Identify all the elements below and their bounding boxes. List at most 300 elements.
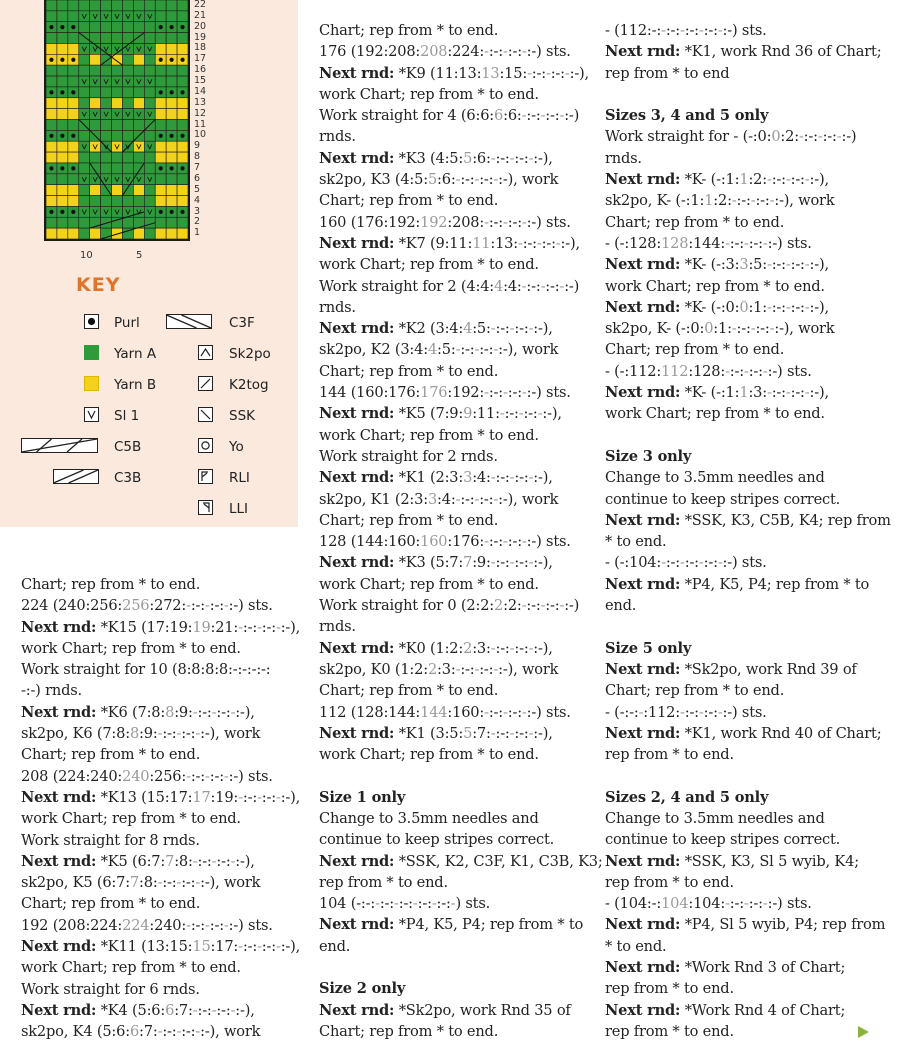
chart-cell [46, 11, 57, 22]
key-label-sl1: Sl 1 [114, 408, 140, 424]
chart-cell [57, 11, 68, 22]
chart-cell [122, 98, 133, 109]
chart-purl-dot [180, 166, 184, 170]
instructions-column-3 [605, 20, 891, 1042]
chart-cell [133, 120, 144, 131]
instruction-line: work Chart; rep from * to end. [21, 810, 241, 828]
instruction-line: Next rnd: *K1, work Rnd 40 of Chart; [605, 724, 882, 742]
chart-cell [155, 196, 166, 207]
chart-cell [112, 0, 123, 11]
chart-purl-dot [170, 90, 174, 94]
chart-cell [133, 0, 144, 11]
chart-purl-dot [180, 210, 184, 214]
chart-cell [122, 174, 133, 185]
instruction-line: work Chart; rep from * to end. [605, 405, 825, 423]
paragraph-gap [605, 616, 891, 637]
instruction-line: * to end. [605, 937, 667, 955]
chart-cell [79, 65, 90, 76]
chart-cell [101, 196, 112, 207]
chart-purl-dot [60, 166, 64, 170]
instruction-line: Chart; rep from * to end. [319, 22, 499, 39]
chart-purl-dot [180, 25, 184, 29]
chart-cell [133, 87, 144, 98]
instruction-line: Sizes 2, 4 and 5 only [605, 788, 769, 806]
chart-cell [112, 206, 123, 217]
instruction-line: - (-:104:-:-:-:-:-:-:-:-) sts. [605, 554, 767, 572]
chart-cell [68, 185, 79, 196]
chart-cell [133, 11, 144, 22]
chart-cell [46, 196, 57, 207]
chart-cell [177, 76, 188, 87]
chart-cell [144, 109, 155, 120]
chart-row-number: 5 [194, 183, 201, 195]
chart-cell [144, 185, 155, 196]
chart-purl-dot [180, 134, 184, 138]
chart-cell [46, 43, 57, 54]
instruction-line: 160 (176:192:192:208:-:-:-:-:-:-) sts. [319, 213, 571, 231]
right-slash-icon [198, 376, 213, 391]
chart-cell [133, 152, 144, 163]
instruction-line: Work straight for - (-:0:0:2:-:-:-:-:-:-) [605, 128, 857, 146]
instruction-line: sk2po, K4 (5:6:6:7:-:-:-:-:-:-), work [21, 1023, 261, 1041]
chart-cell [79, 98, 90, 109]
chart-cell [112, 65, 123, 76]
chart-cell [122, 152, 133, 163]
chart-cell [90, 11, 101, 22]
instruction-line: Next rnd: *K- (-:3:3:5:-:-:-:-:-:-), [605, 256, 829, 274]
chart-cell [133, 76, 144, 87]
chart-cell [166, 196, 177, 207]
instruction-line: Chart; rep from * to end. [319, 511, 499, 529]
chart-cell [79, 76, 90, 87]
instruction-line: Next rnd: *SSK, K3, Sl 5 wyib, K4; [605, 852, 859, 870]
instruction-line: 144 (160:176:176:192:-:-:-:-:-:-) sts. [319, 384, 571, 402]
chart-cell [155, 43, 166, 54]
chart-cell [101, 0, 112, 11]
lli-icon [198, 500, 213, 515]
instruction-line: continue to keep stripes correct. [605, 831, 841, 849]
chart-purl-dot [60, 90, 64, 94]
instruction-line: Chart; rep from * to end. [605, 213, 785, 231]
instruction-line: - (112:-:-:-:-:-:-:-:-:-) sts. [605, 22, 767, 39]
instruction-line: Chart; rep from * to end. [21, 576, 201, 593]
instruction-line: 224 (240:256:256:272:-:-:-:-:-:-) sts. [21, 597, 273, 615]
chart-cell [133, 109, 144, 120]
chart-cell [155, 0, 166, 11]
chart-purl-dot [71, 58, 75, 62]
chart-grid [44, 0, 190, 241]
chart-cell [144, 206, 155, 217]
key-label-c3b: C3B [114, 470, 142, 486]
chart-cell [166, 98, 177, 109]
instruction-line: work Chart; rep from * to end. [21, 639, 241, 657]
chart-cell [112, 196, 123, 207]
chart-cell [57, 152, 68, 163]
chart-cell [79, 163, 90, 174]
chart-cell [177, 217, 188, 228]
instruction-line: - (-:128:128:144:-:-:-:-:-:-) sts. [605, 234, 812, 252]
instruction-line: Work straight for 2 (4:4:4:4:-:-:-:-:-:-) [319, 277, 580, 295]
circle-icon [198, 438, 213, 453]
instruction-line: Work straight for 2 rnds. [319, 447, 498, 465]
chart-cell [122, 0, 133, 11]
instruction-line: Next rnd: *P4, K5, P4; rep from * to [319, 916, 584, 934]
chart-cell [90, 109, 101, 120]
chart-cell [57, 228, 68, 239]
chart-cell [112, 163, 123, 174]
chart-cell [68, 217, 79, 228]
chart-cell [79, 11, 90, 22]
paragraph-gap [319, 957, 603, 978]
chart-cell [144, 0, 155, 11]
chart-cell [46, 98, 57, 109]
instruction-line: rnds. [319, 618, 356, 636]
chart-cell [112, 185, 123, 196]
instruction-line: Change to 3.5mm needles and [605, 469, 825, 487]
chart-cell [144, 65, 155, 76]
key-label-rli: RLI [229, 470, 250, 486]
instruction-line: Change to 3.5mm needles and [605, 809, 825, 827]
chart-cell [155, 217, 166, 228]
chart-purl-dot [71, 134, 75, 138]
paragraph-gap [605, 84, 891, 105]
chart-cell [166, 0, 177, 11]
instruction-line: work Chart; rep from * to end. [319, 256, 539, 274]
instruction-line: 208 (224:240:240:256:-:-:-:-:-:-) sts. [21, 767, 273, 785]
chart-cell [101, 120, 112, 131]
chart-cell [79, 174, 90, 185]
instruction-line: Next rnd: *Work Rnd 3 of Chart; [605, 959, 846, 977]
key-label-c3f: C3F [229, 315, 255, 331]
instruction-line: Next rnd: *K3 (5:7:7:9:-:-:-:-:-:-), [319, 554, 553, 572]
chart-cell [68, 0, 79, 11]
chart-cell [101, 87, 112, 98]
instruction-line: Chart; rep from * to end. [21, 746, 201, 764]
chart-row-number: 15 [194, 75, 207, 87]
rli-icon [198, 469, 213, 484]
instruction-line: Work straight for 8 rnds. [21, 831, 200, 849]
chart-cell [122, 217, 133, 228]
chart-cell [90, 65, 101, 76]
chart-cell [144, 152, 155, 163]
instruction-line: continue to keep stripes correct. [319, 831, 555, 849]
chart-cell [155, 174, 166, 185]
chart-cell [57, 43, 68, 54]
chart-cell [177, 228, 188, 239]
chart-purl-dot [60, 210, 64, 214]
chart-cell [177, 174, 188, 185]
instruction-line: Chart; rep from * to end. [319, 682, 499, 700]
left-slash-icon [198, 407, 213, 422]
chart-cell [177, 152, 188, 163]
continue-arrow-icon [858, 1026, 869, 1038]
chart-purl-dot [170, 166, 174, 170]
chart-cell [133, 98, 144, 109]
chart-cell [90, 0, 101, 11]
chart-cell [112, 109, 123, 120]
chart-cell [112, 152, 123, 163]
instruction-line: 112 (128:144:144:160:-:-:-:-:-:-) sts. [319, 703, 571, 721]
chart-row-number: 22 [194, 0, 207, 10]
chart-cell [57, 0, 68, 11]
chart-cell [155, 228, 166, 239]
paragraph-gap [605, 425, 891, 446]
instruction-line: rep from * to end. [605, 746, 734, 764]
chart-cell [68, 228, 79, 239]
instruction-line: work Chart; rep from * to end. [319, 85, 539, 103]
chart-purl-dot [71, 90, 75, 94]
instruction-line: Next rnd: *K5 (7:9:9:11:-:-:-:-:-:-), [319, 405, 562, 423]
instruction-line: rnds. [319, 128, 356, 146]
instruction-line: Size 3 only [605, 447, 692, 465]
key-label-c5b: C5B [114, 439, 142, 455]
chart-cell [122, 120, 133, 131]
chart-cell [101, 163, 112, 174]
instruction-line: rep from * to end. [605, 1022, 734, 1040]
chart-cell [57, 33, 68, 44]
chart-cell [155, 76, 166, 87]
chart-cell [101, 33, 112, 44]
chart-row-number: 20 [194, 20, 207, 32]
chart-cell [155, 65, 166, 76]
instruction-line: 104 (-:-:-:-:-:-:-:-:-:-:-) sts. [319, 895, 491, 913]
chart-row-number: 10 [194, 129, 207, 141]
chart-cell [68, 109, 79, 120]
chart-purl-dot [49, 166, 53, 170]
chart-cell [79, 87, 90, 98]
chart-purl-dot [60, 58, 64, 62]
chart-cell [144, 33, 155, 44]
instruction-line: sk2po, K2 (3:4:4:5:-:-:-:-:-:-), work [319, 341, 559, 359]
chart-cell [122, 22, 133, 33]
instruction-line: - (104:-:104:104:-:-:-:-:-:-) sts. [605, 895, 812, 913]
chart-cell [90, 141, 101, 152]
chart-cell [166, 65, 177, 76]
chart-cell [90, 54, 101, 65]
chart-purl-dot [170, 25, 174, 29]
chart-cell [101, 217, 112, 228]
chart-cell [177, 65, 188, 76]
instruction-line: Next rnd: *Work Rnd 4 of Chart; [605, 1001, 846, 1019]
chart-purl-dot [49, 90, 53, 94]
instruction-line: Next rnd: *K1 (3:5:5:7:-:-:-:-:-:-), [319, 724, 553, 742]
paragraph-gap [605, 765, 891, 786]
chart-purl-dot [159, 166, 163, 170]
instruction-line: rep from * to end. [605, 873, 734, 891]
chart-purl-dot [180, 58, 184, 62]
chart-row-number: 19 [194, 31, 207, 43]
instruction-line: sk2po, K0 (1:2:2:3:-:-:-:-:-:-), work [319, 660, 559, 678]
instruction-line: Size 1 only [319, 788, 406, 806]
instruction-line: sk2po, K1 (2:3:3:4:-:-:-:-:-:-), work [319, 490, 559, 508]
chart-cell [68, 98, 79, 109]
chart-col-number-5: 5 [136, 250, 143, 261]
chart-cell [133, 65, 144, 76]
chart-row-number: 21 [194, 9, 207, 21]
chart-cell [79, 185, 90, 196]
instruction-line: Next rnd: *K11 (13:15:15:17:-:-:-:-:-:-), [21, 938, 301, 956]
chart-cell [79, 152, 90, 163]
chart-cell [177, 0, 188, 11]
chart-row-number: 11 [194, 118, 207, 130]
chart-cell [90, 98, 101, 109]
chart-cell [144, 87, 155, 98]
chart-cell [101, 206, 112, 217]
chart-cell [155, 109, 166, 120]
instruction-line: sk2po, K6 (7:8:8:9:-:-:-:-:-:-), work [21, 725, 261, 743]
chart-row-number: 9 [194, 140, 201, 152]
chart-cell [68, 152, 79, 163]
chart-cell [46, 109, 57, 120]
chart-cell [122, 76, 133, 87]
chart-cell [57, 76, 68, 87]
chart-purl-dot [49, 25, 53, 29]
instruction-line: rep from * to end. [319, 873, 448, 891]
chart-cell [79, 22, 90, 33]
green-square-icon [84, 345, 99, 360]
chart-row-number: 14 [194, 85, 207, 97]
chart-row-number: 18 [194, 42, 207, 54]
chart-cell [166, 120, 177, 131]
chart-cell [155, 120, 166, 131]
chart-cell [101, 65, 112, 76]
instruction-line: Next rnd: *K0 (1:2:2:3:-:-:-:-:-:-), [319, 639, 553, 657]
chart-cell [101, 11, 112, 22]
chart-cell [177, 11, 188, 22]
instruction-line: Next rnd: *K7 (9:11:11:13:-:-:-:-:-:-), [319, 234, 580, 252]
instruction-line: Next rnd: *K9 (11:13:13:15:-:-:-:-:-:-), [319, 64, 589, 82]
chart-cell [57, 174, 68, 185]
chart-cell [133, 43, 144, 54]
chart-cell [79, 206, 90, 217]
instruction-line: Size 5 only [605, 639, 692, 657]
chart-purl-dot [159, 25, 163, 29]
chart-cell [46, 0, 57, 11]
chart-cell [79, 130, 90, 141]
instruction-line: Work straight for 10 (8:8:8:8:-:-:-:-: [21, 661, 271, 679]
chart-purl-dot [159, 134, 163, 138]
chart-row-numbers [194, 0, 218, 241]
chart-cell [122, 109, 133, 120]
instruction-line: Next rnd: *K6 (7:8:8:9:-:-:-:-:-:-), [21, 703, 255, 721]
chart-cell [112, 76, 123, 87]
instruction-line: -:-) rnds. [21, 682, 82, 700]
chart-cell [144, 43, 155, 54]
chart-cell [79, 0, 90, 11]
key-title: KEY [76, 274, 121, 296]
instruction-line: Next rnd: *SSK, K3, C5B, K4; rep from [605, 511, 891, 529]
chart-cell [79, 196, 90, 207]
chart-cell [112, 33, 123, 44]
instruction-line: Next rnd: *K15 (17:19:19:21:-:-:-:-:-:-), [21, 618, 301, 636]
chart-cell [144, 22, 155, 33]
instruction-line: Work straight for 4 (6:6:6:6:-:-:-:-:-:-) [319, 107, 580, 125]
chart-cell [101, 98, 112, 109]
instruction-line: sk2po, K- (-:0:0:1:-:-:-:-:-:-), work [605, 320, 835, 338]
chart-cell [57, 65, 68, 76]
instruction-line: Next rnd: *SSK, K2, C3F, K1, C3B, K3; [319, 852, 603, 870]
chart-purl-dot [49, 210, 53, 214]
instruction-line: work Chart; rep from * to end. [21, 959, 241, 977]
chart-cell [57, 120, 68, 131]
chart-purl-dot [159, 58, 163, 62]
chart-key-panel [0, 0, 298, 527]
instruction-line: Next rnd: *Sk2po, work Rnd 35 of [319, 1001, 571, 1019]
chart-cell [90, 87, 101, 98]
instruction-line: Chart; rep from * to end. [21, 895, 201, 913]
chart-purl-dot [170, 210, 174, 214]
chart-cell [112, 11, 123, 22]
instruction-line: Next rnd: *K1 (2:3:3:4:-:-:-:-:-:-), [319, 469, 553, 487]
instruction-line: Size 2 only [319, 980, 406, 998]
chart-cell [155, 11, 166, 22]
chart-cell [122, 196, 133, 207]
chart-cell [68, 76, 79, 87]
chart-cell [57, 141, 68, 152]
chart-purl-dot [180, 90, 184, 94]
paragraph-gap [319, 765, 603, 786]
chart-cell [155, 141, 166, 152]
chart-cell [79, 217, 90, 228]
chart-cell [144, 76, 155, 87]
key-label-yarn-b: Yarn B [114, 377, 157, 393]
yellow-square-icon [84, 376, 99, 391]
chart-cell [90, 185, 101, 196]
chart-purl-dot [49, 134, 53, 138]
chart-cell [46, 65, 57, 76]
chart-cell [112, 120, 123, 131]
chart-cell [122, 54, 133, 65]
instruction-line: Next rnd: *K4 (5:6:6:7:-:-:-:-:-:-), [21, 1001, 255, 1019]
chart-cell [144, 141, 155, 152]
chart-svg [46, 0, 188, 239]
chart-cell [177, 98, 188, 109]
instruction-line: rep from * to end. [605, 980, 734, 998]
chart-row-number: 2 [194, 216, 201, 228]
chart-cell [46, 120, 57, 131]
chart-cell [112, 174, 123, 185]
instruction-line: work Chart; rep from * to end. [319, 746, 539, 764]
chart-row-number: 4 [194, 194, 201, 206]
chart-row-number: 6 [194, 172, 201, 184]
chart-cell [90, 206, 101, 217]
chart-cell [57, 185, 68, 196]
chart-cell [122, 87, 133, 98]
chart-cell [166, 33, 177, 44]
key-label-k2tog: K2tog [229, 377, 269, 393]
chart-row-number: 8 [194, 151, 201, 163]
chart-cell [155, 33, 166, 44]
chart-cell [144, 54, 155, 65]
chart-cell [57, 217, 68, 228]
instruction-line: - (-:112:112:128:-:-:-:-:-:-) sts. [605, 362, 812, 380]
chart-cell [144, 163, 155, 174]
chart-cell [101, 174, 112, 185]
chart-cell [68, 120, 79, 131]
instruction-line: Next rnd: *K2 (3:4:4:5:-:-:-:-:-:-), [319, 320, 553, 338]
instruction-line: work Chart; rep from * to end. [319, 575, 539, 593]
chart-cell [144, 196, 155, 207]
chart-cell [133, 174, 144, 185]
chart-cell [144, 11, 155, 22]
instruction-line: end. [319, 937, 351, 955]
chart-cell [46, 33, 57, 44]
instruction-line: work Chart; rep from * to end. [605, 277, 825, 295]
instruction-line: rep from * to end [605, 64, 730, 82]
instruction-line: Chart; rep from * to end. [319, 362, 499, 380]
chart-cell [79, 54, 90, 65]
chart-cell [166, 141, 177, 152]
